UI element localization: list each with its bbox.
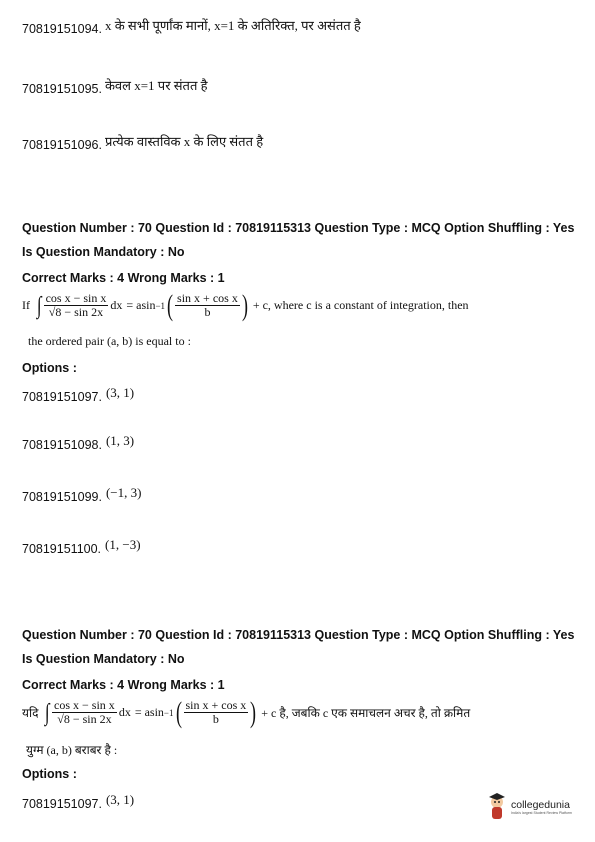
option-text: (3, 1) [105, 792, 135, 807]
marks-line: Correct Marks : 4 Wrong Marks : 1 [22, 678, 225, 692]
option-id: 70819151097. [22, 390, 102, 404]
logo-brand: collegedunia [511, 798, 570, 811]
option-text: x के सभी पूर्णांक मानों, x=1 के अतिरिक्त, पर असंतत है [104, 18, 361, 33]
marks-line: Correct Marks : 4 Wrong Marks : 1 [22, 271, 225, 285]
inner-denominator: b [204, 305, 211, 319]
option-id: 70819151097. [22, 797, 102, 811]
option-row [22, 385, 135, 404]
option-id: 70819151098. [22, 438, 102, 452]
question-header: Question Number : 70 Question Id : 70819115313 Question Type : MCQ Option Shuffling : Yes [22, 628, 575, 642]
option-id: 70819151100. [22, 542, 102, 556]
option-row [22, 485, 142, 504]
integrand-denominator: √8 − sin 2x [48, 305, 104, 319]
equals-asin: = asin [126, 298, 156, 312]
option-row [22, 433, 135, 452]
question-header: Question Number : 70 Question Id : 70819115313 Question Type : MCQ Option Shuffling : Yes [22, 221, 575, 235]
integrand-denominator: √8 − sin 2x [57, 712, 112, 726]
option-id: 70819151096. [22, 138, 102, 152]
option-row [22, 134, 264, 152]
integrand-numerator: cos x − sin x [45, 291, 107, 305]
integrand-fraction [44, 292, 109, 319]
integral-sign: ∫ [36, 292, 42, 319]
options-label: Options : [22, 767, 77, 781]
left-paren: ( [175, 695, 182, 729]
formula-prefix: यदि [22, 706, 39, 720]
dx: dx [110, 298, 123, 312]
option-text: (1, −3) [105, 537, 141, 552]
formula-suffix: + c है, जबकि c एक समाचलन अचर है, तो क्रमित [261, 706, 471, 720]
inner-denominator: b [212, 712, 219, 726]
option-row [22, 78, 208, 96]
integrand-numerator: cos x − sin x [54, 698, 115, 712]
option-text: (1, 3) [105, 433, 135, 448]
formula-prefix: If [22, 298, 30, 312]
options-label: Options : [22, 361, 77, 375]
inner-numerator: sin x + cos x [185, 698, 247, 712]
formula-suffix: + c, where c is a constant of integration, then [252, 298, 469, 312]
right-paren: ) [250, 695, 257, 729]
option-text: केवल x=1 पर संतत है [104, 78, 208, 93]
equals-asin: = asin [134, 705, 164, 719]
right-paren: ) [241, 288, 248, 322]
question-line2: युग्म (a, b) बराबर है : [26, 743, 118, 757]
question-formula [22, 695, 471, 729]
dx: dx [118, 705, 131, 719]
option-id: 70819151094. [22, 22, 102, 36]
integral-sign: ∫ [45, 699, 51, 726]
question-line2: the ordered pair (a, b) is equal to : [28, 334, 191, 348]
inverse-exponent: −1 [163, 707, 174, 718]
option-text: (−1, 3) [105, 485, 142, 500]
option-id: 70819151095. [22, 82, 102, 96]
inverse-exponent: −1 [155, 300, 166, 311]
inner-numerator: sin x + cos x [177, 291, 238, 305]
logo-tagline: India's largest Student Review Platform [511, 810, 572, 815]
option-row [22, 792, 135, 811]
mandatory-line: Is Question Mandatory : No [22, 652, 185, 666]
option-row [22, 18, 361, 36]
integrand-fraction [52, 699, 117, 726]
question-formula [22, 288, 469, 322]
option-text: प्रत्येक वास्तविक x के लिए संतत है [104, 134, 264, 149]
inner-fraction [175, 292, 240, 319]
inner-fraction [184, 699, 249, 726]
left-paren: ( [167, 288, 174, 322]
option-row [22, 537, 141, 556]
option-id: 70819151099. [22, 490, 102, 504]
option-text: (3, 1) [105, 385, 135, 400]
mandatory-line: Is Question Mandatory : No [22, 245, 185, 259]
mascot-icon [486, 792, 508, 822]
collegedunia-logo [486, 792, 572, 822]
